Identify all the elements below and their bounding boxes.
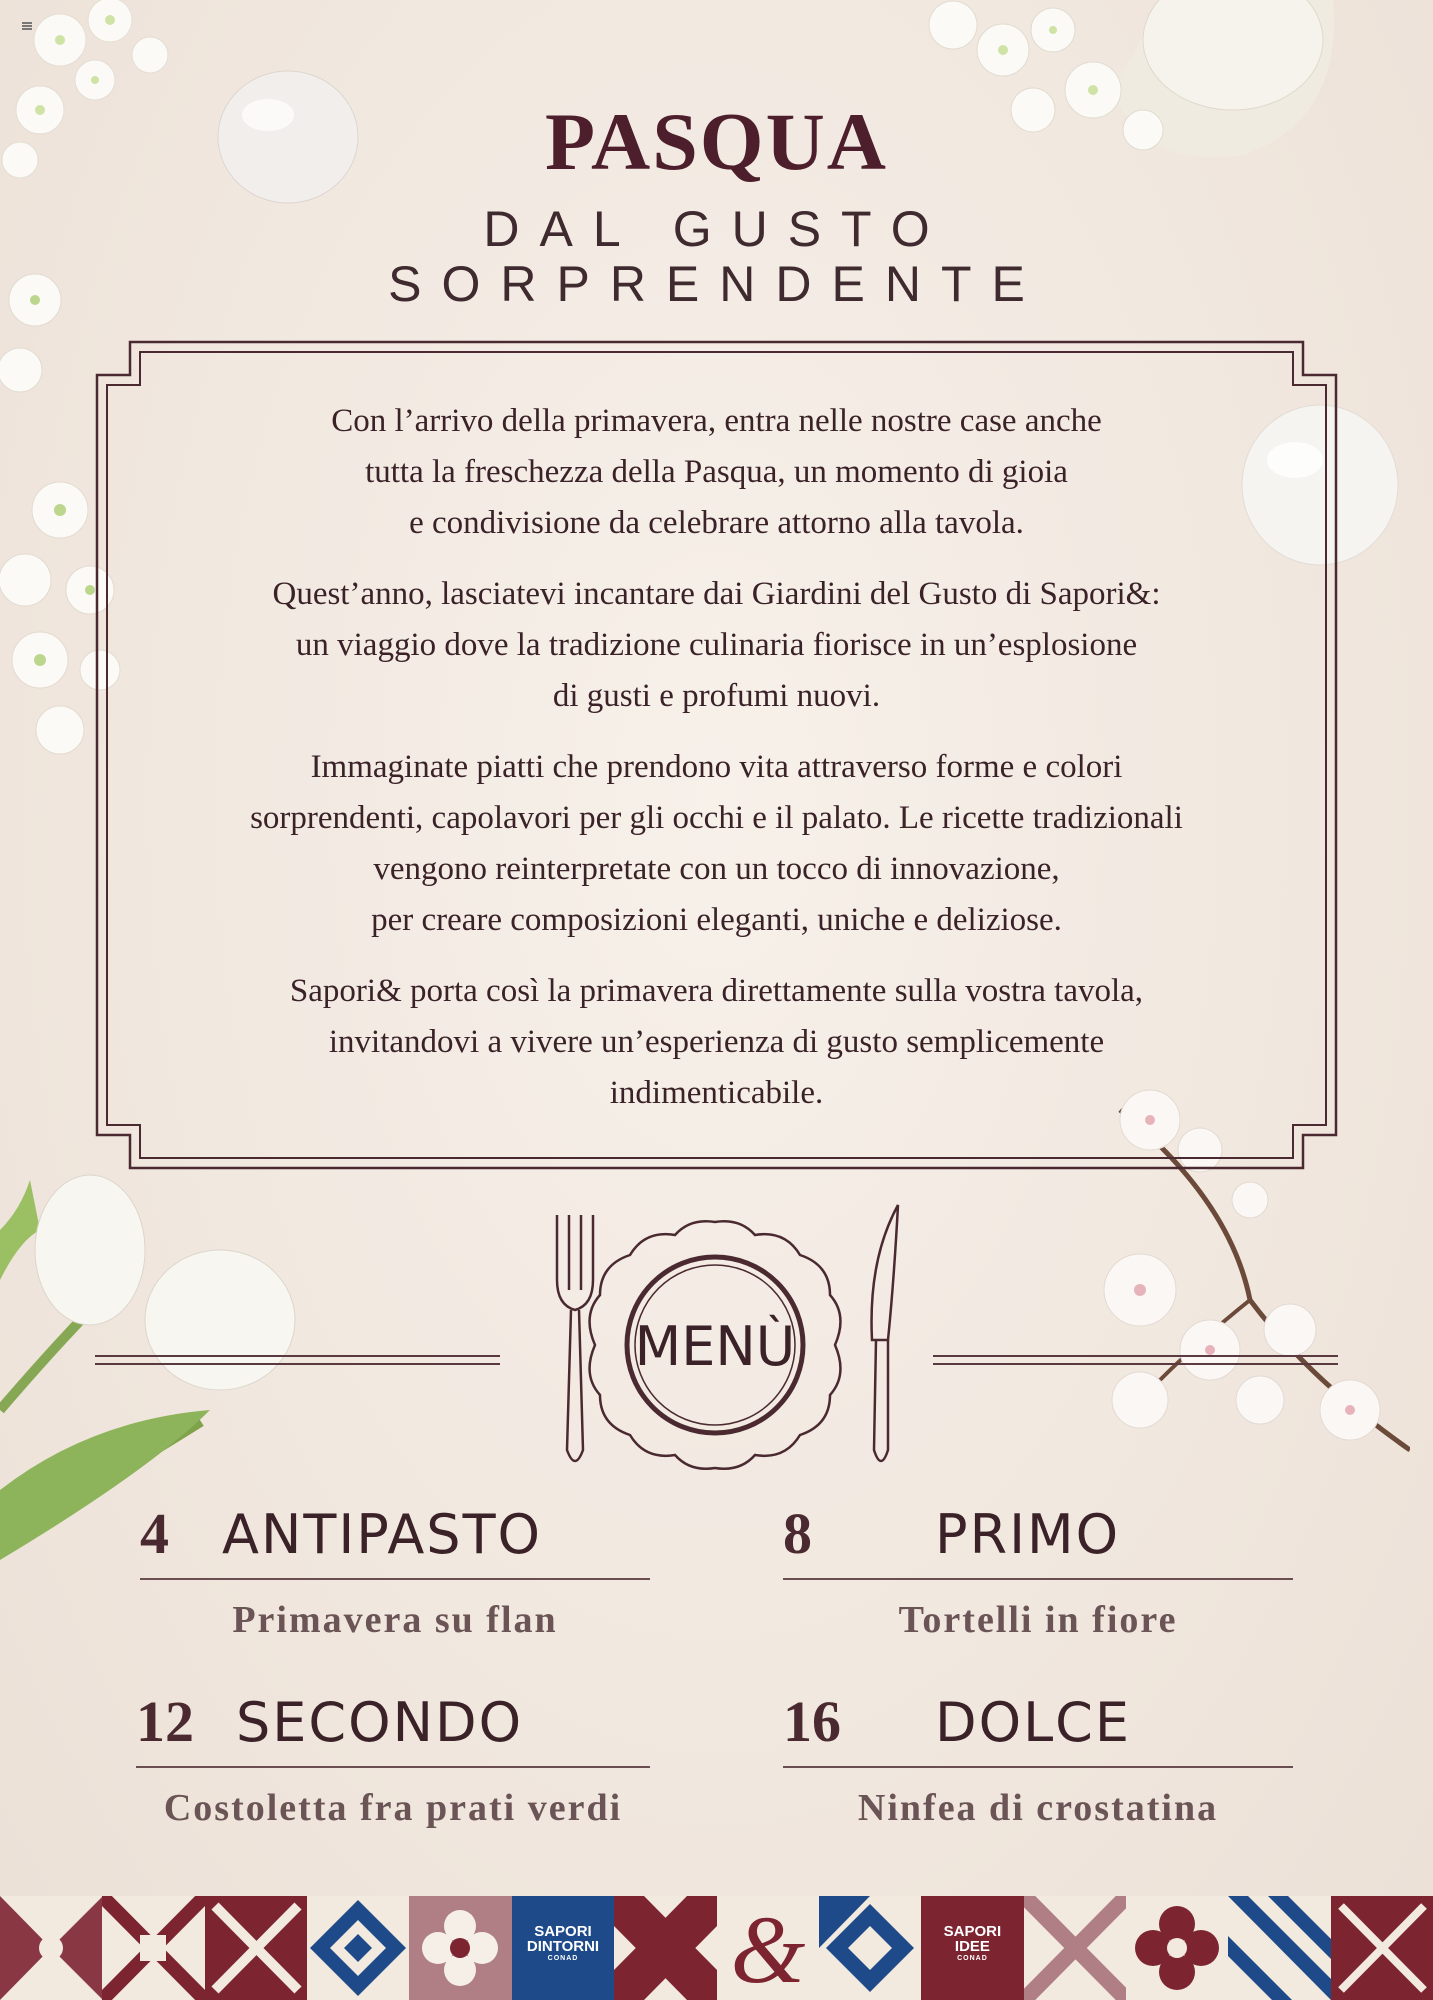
course-category: DOLCE (935, 1691, 1131, 1754)
subtitle-line-1: DAL GUSTO (483, 201, 950, 257)
course-divider (140, 1578, 650, 1580)
menu-divider-right (933, 1355, 1338, 1357)
course-page-number: 4 (140, 1501, 169, 1566)
course-category: SECONDO (236, 1691, 524, 1754)
logo-brand: CONAD (957, 1955, 988, 1962)
menu-divider-left (95, 1355, 500, 1357)
tile-pattern-burgundy-x (205, 1896, 307, 2000)
sapori-dintorni-logo (512, 1896, 614, 2000)
subtitle-line-2: SORPRENDENTE (388, 256, 1045, 312)
tile-pattern-flower (409, 1896, 511, 2000)
menu-label: MENÙ (634, 1315, 796, 1378)
svg-text:&: & (730, 1896, 805, 2000)
course-secondo[interactable] (136, 1688, 650, 1830)
course-page-number: 12 (136, 1689, 194, 1754)
tile-pattern-ampersand (717, 1896, 819, 2000)
course-dish: Tortelli in fiore (898, 1599, 1178, 1641)
tile-pattern-footer (0, 1896, 1433, 2000)
tile-pattern-blue-diamond (307, 1896, 409, 2000)
menu-divider-right-2 (933, 1363, 1338, 1365)
tile-pattern-burgundy-x-2 (1331, 1896, 1433, 2000)
tile-pattern-stripes (1228, 1896, 1330, 2000)
course-divider (783, 1578, 1293, 1580)
logo-line-2: DINTORNI (526, 1938, 600, 1955)
course-dish: Primavera su flan (232, 1599, 558, 1641)
tile-pattern-cross (102, 1896, 204, 2000)
course-dish: Ninfea di crostatina (857, 1787, 1219, 1829)
course-category: ANTIPASTO (222, 1503, 543, 1566)
tile-pattern-diamond (0, 1896, 102, 2000)
tile-pattern-cross-2 (1024, 1896, 1126, 2000)
menu-divider-left-2 (95, 1363, 500, 1365)
course-primo[interactable] (783, 1500, 1293, 1642)
course-category: PRIMO (935, 1503, 1121, 1566)
knife-icon (858, 1200, 918, 1490)
logo-line-1: SAPORI (943, 1923, 1002, 1940)
tile-pattern-x-large (614, 1896, 716, 2000)
logo-line-2: IDEE (954, 1938, 990, 1955)
menu-header (0, 1190, 1433, 1490)
course-page-number: 16 (783, 1689, 841, 1754)
plate-icon (580, 1210, 850, 1480)
intro-paragraph-4: Sapori& porta così la primavera direttamente sulla vostra tavola, invitandovi a vivere un’esperienza di gusto semplicemente indimenticabile. (289, 973, 1144, 1111)
logo-line-1: SAPORI (534, 1923, 592, 1940)
course-dish: Costoletta fra prati verdi (163, 1787, 623, 1829)
course-divider (783, 1766, 1293, 1768)
tile-pattern-flower-2 (1126, 1896, 1228, 2000)
tile-pattern-blue-diamond-2 (819, 1896, 921, 2000)
intro-paragraph-3: Immaginate piatti che prendono vita attraverso forme e colori sorprendenti, capolavori per gli occhi e il palato. Le ricette tradizionali vengono reinterpretate con un tocco di innovazione, per creare composizioni eleganti, uniche e deliziose. (250, 749, 1183, 938)
sapori-idee-logo (921, 1896, 1023, 2000)
page-title: PASQUA (544, 96, 889, 187)
course-dolce[interactable] (783, 1688, 1293, 1830)
intro-paragraph-2: Quest’anno, lasciatevi incantare dai Giardini del Gusto di Sapori&: un viaggio dove la tradizione culinaria fiorisce in un’esplosione di gusti e profumi nuovi. (272, 576, 1161, 714)
logo-brand: CONAD (547, 1955, 579, 1962)
course-antipasto[interactable] (140, 1500, 650, 1642)
course-page-number: 8 (783, 1501, 812, 1566)
intro-paragraph-1: Con l’arrivo della primavera, entra nelle nostre case anche tutta la freschezza della Pasqua, un momento di gioia e condivisione da celebrare attorno alla tavola. (331, 403, 1102, 541)
course-divider (136, 1766, 650, 1768)
intro-text (140, 396, 1293, 1139)
